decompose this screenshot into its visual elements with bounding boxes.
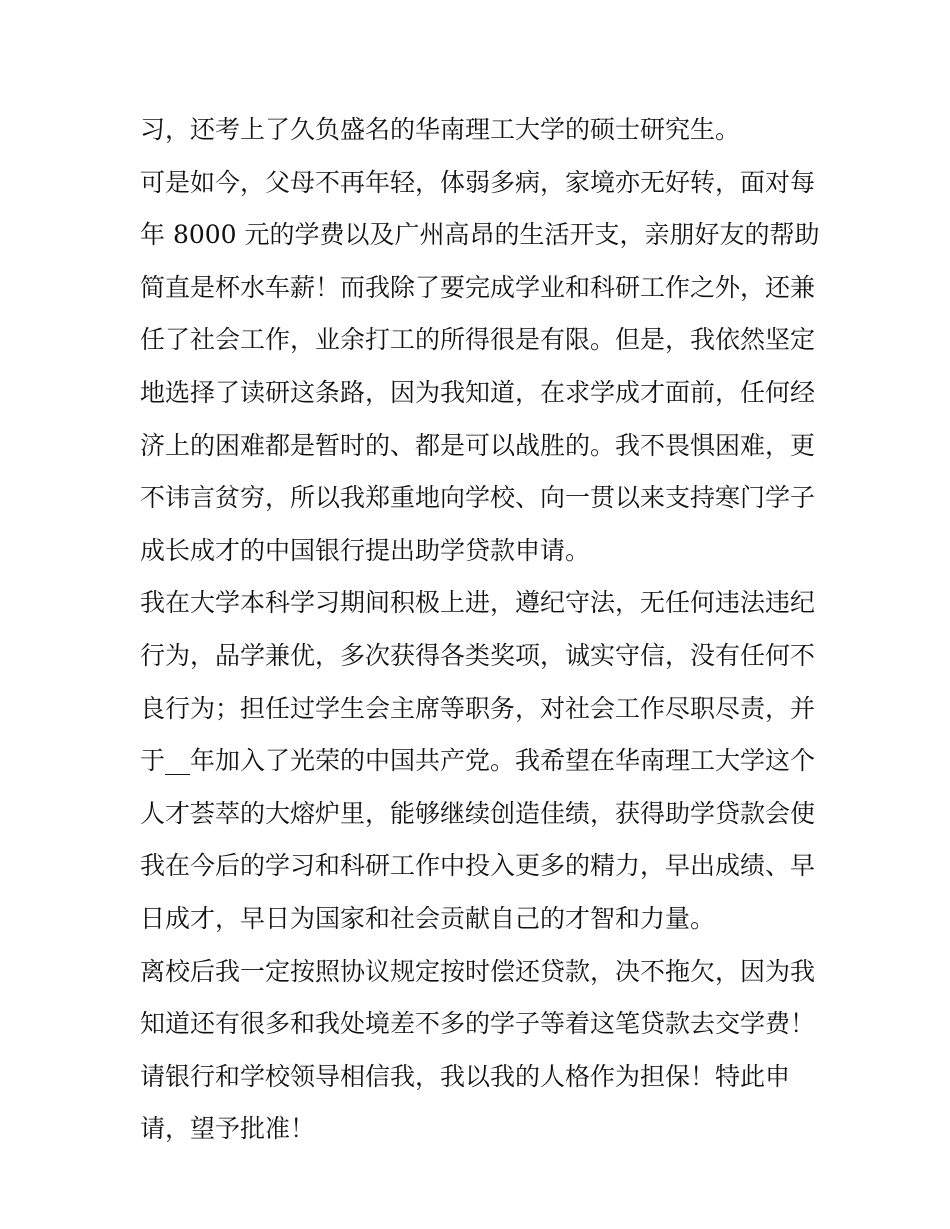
text-line: 日成才，早日为国家和社会贡献自己的才智和力量。	[140, 903, 716, 933]
text-line: 地选择了读研这条路，因为我知道，在求学成才面前，任何经	[140, 377, 816, 407]
text-line: 于__年加入了光荣的中国共产党。我希望在华南理工大学这个	[140, 746, 816, 776]
text-line: 请，望予批准！	[140, 1114, 316, 1144]
text-line: 年 8000 元的学费以及广州高昂的生活开支，亲朋好友的帮助	[140, 220, 820, 250]
text-line: 行为，品学兼优，多次获得各类奖项，诚实守信，没有任何不	[140, 640, 816, 670]
text-line: 习，还考上了久负盛名的华南理工大学的硕士研究生。	[140, 115, 741, 144]
text-line: 人才荟萃的大熔炉里，能够继续创造佳绩，获得助学贷款会使	[140, 798, 816, 828]
text-line: 不讳言贫穷，所以我郑重地向学校、向一贯以来支持寒门学子	[140, 483, 816, 513]
text-line: 我在今后的学习和科研工作中投入更多的精力，早出成绩、早	[140, 851, 816, 881]
text-line: 任了社会工作，业余打工的所得很是有限。但是，我依然坚定	[140, 325, 816, 355]
text-line: 知道还有很多和我处境差不多的学子等着这笔贷款去交学费！	[140, 1009, 816, 1039]
text-line: 简直是杯水车薪！而我除了要完成学业和科研工作之外，还兼	[140, 272, 816, 302]
text-line: 良行为；担任过学生会主席等职务，对社会工作尽职尽责，并	[140, 693, 816, 723]
text-line: 成长成才的中国银行提出助学贷款申请。	[140, 535, 591, 565]
text-line: 请银行和学校领导相信我，我以我的人格作为担保！特此申	[140, 1061, 791, 1091]
text-line: 济上的困难都是暂时的、都是可以战胜的。我不畏惧困难，更	[140, 430, 816, 460]
text-line: 可是如今，父母不再年轻，体弱多病，家境亦无好转，面对每	[140, 167, 816, 197]
text-line: 离校后我一定按照协议规定按时偿还贷款，决不拖欠，因为我	[140, 956, 816, 986]
text-line: 我在大学本科学习期间积极上进，遵纪守法，无任何违法违纪	[140, 588, 816, 618]
letter-body	[140, 104, 820, 1156]
